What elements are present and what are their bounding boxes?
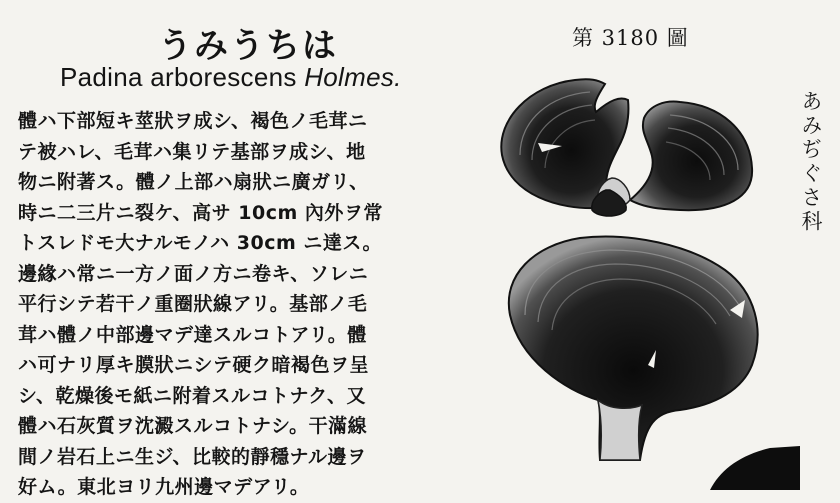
lower-blade <box>509 237 758 460</box>
species-title-latin <box>60 62 402 93</box>
description-line: 間ノ岩石上ニ生ジ、比較的靜穩ナル邊ヲ <box>18 445 367 468</box>
seaweed-illustration <box>480 60 800 490</box>
description-line: 好ム。東北ヨリ九州邊マデアリ。 <box>18 476 310 498</box>
description-line: 時ニ二三片ニ裂ケ、高サ 10cm 內外ヲ常 <box>18 201 383 224</box>
rock-base <box>710 446 800 490</box>
description-line: シ、乾燥後モ紙ニ附着スルコトナク、又 <box>18 384 366 407</box>
figure-number: 第 3180 圖 <box>572 26 689 50</box>
family-name-vertical: あみぢぐさ科 <box>799 90 823 234</box>
description-line: 體ハ下部短キ莖狀ヲ成シ、褐色ノ毛茸ニ <box>18 110 368 132</box>
description-line: ハ可ナリ厚キ膜狀ニシテ硬ク暗褐色ヲ呈 <box>18 354 370 376</box>
upper-right-blade <box>630 102 752 211</box>
description-line: 茸ハ體ノ中部邊マデ達スルコトアリ。體 <box>18 323 367 346</box>
description-line: トスレドモ大ナルモノハ 30cm ニ達ス。 <box>18 232 382 254</box>
description-text <box>18 106 478 503</box>
species-title-japanese: うみうちは <box>158 26 338 66</box>
description-line: 物ニ附著ス。體ノ上部ハ扇狀ニ廣ガリ、 <box>18 171 369 193</box>
latin-author-name: Holmes. <box>304 62 402 92</box>
description-line: 體ハ石灰質ヲ沈澱スルコトナシ。干滿線 <box>18 415 368 437</box>
description-line: 邊緣ハ常ニ一方ノ面ノ方ニ卷キ、ソレニ <box>18 262 369 285</box>
description-line: 平行シテ若干ノ重圈狀線アリ。基部ノ毛 <box>18 293 368 315</box>
latin-species-name: Padina arborescens <box>60 62 297 92</box>
description-line: テ被ハレ、毛茸ハ集リテ基部ヲ成シ、地 <box>18 140 366 163</box>
